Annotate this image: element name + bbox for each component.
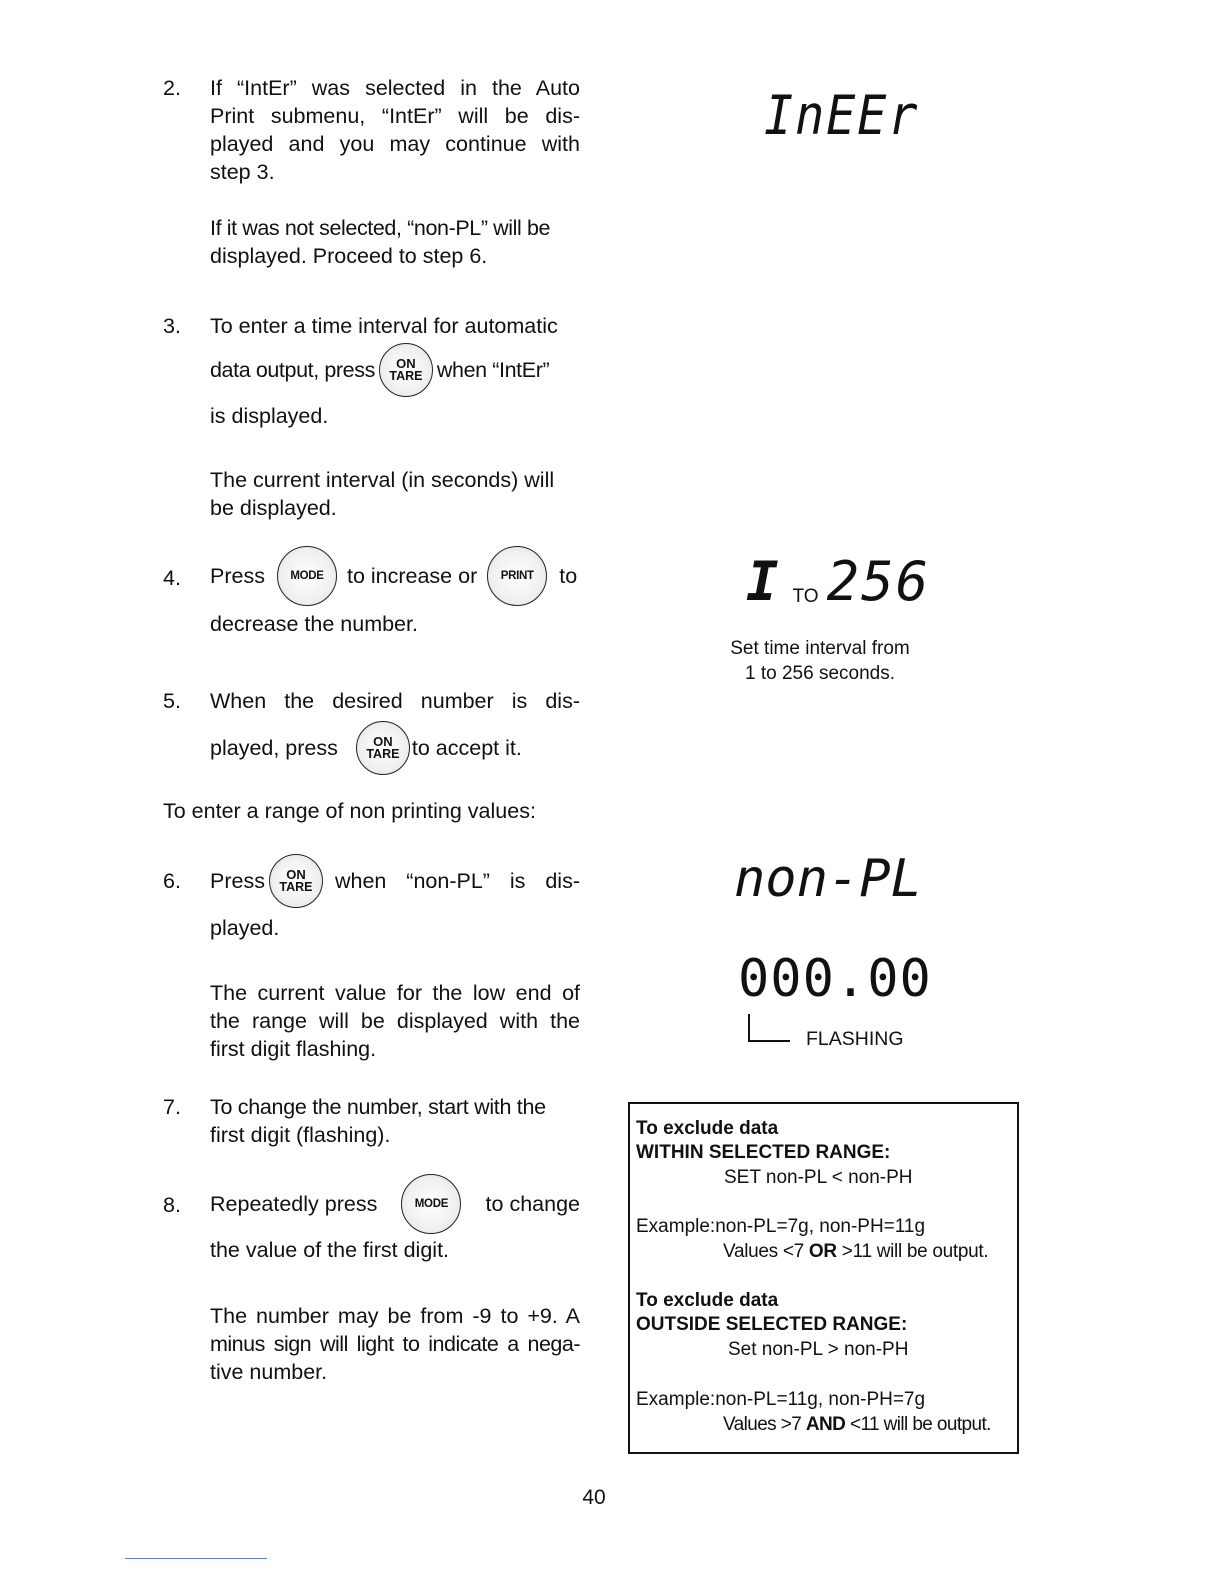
step-4-post-text: to (559, 563, 578, 588)
step-3-number: 3. (163, 314, 181, 338)
print-button[interactable] (487, 546, 547, 606)
flashing-indicator-vertical (748, 1014, 750, 1042)
step-2-line-2: Print submenu, “IntEr” will be dis- (210, 104, 580, 128)
step-6-pre-text: Press (210, 868, 265, 893)
range-caption-line-1: Set time interval from (730, 638, 910, 659)
zero-display: 000.00 (738, 949, 932, 1009)
step-4-button-row (210, 546, 577, 606)
step-2-line-1: If “IntEr” was selected in the Auto (210, 76, 580, 100)
box-b-values-pre: Values >7 (723, 1414, 806, 1435)
step-6-note-line-1: The current value for the low end of (210, 981, 580, 1005)
on-tare-button[interactable] (356, 721, 410, 775)
tare-label: TARE (279, 880, 313, 894)
mode-button[interactable] (401, 1174, 461, 1234)
step-3-line-1: To enter a time interval for automatic (210, 314, 558, 338)
box-a-values (723, 1239, 988, 1264)
step-8-line-2: the value of the first digit. (210, 1238, 450, 1262)
step-8-post-text: to change (485, 1191, 580, 1216)
on-label: ON (286, 867, 306, 882)
flashing-indicator-horizontal (748, 1040, 790, 1042)
box-a-rule: SET non-PL < non-PH (724, 1167, 913, 1188)
box-a-title-2: WITHIN SELECTED RANGE: (636, 1142, 891, 1163)
step-5-number: 5. (163, 689, 181, 713)
step-8-number: 8. (163, 1193, 181, 1217)
box-b-values-op: AND (805, 1414, 846, 1435)
step-3-button-row (210, 344, 549, 396)
print-label: PRINT (500, 569, 534, 582)
step-3-note-line-1: The current interval (in seconds) will (210, 468, 555, 492)
box-a-title-1: To exclude data (636, 1118, 779, 1139)
mode-button[interactable] (277, 546, 337, 606)
step-5-post-text: to accept it. (411, 735, 522, 760)
mode-label: MODE (414, 1197, 449, 1210)
step-3-post-text: when “IntEr” (436, 357, 550, 382)
box-b-title-2: OUTSIDE SELECTED RANGE: (636, 1314, 908, 1335)
on-label: ON (396, 356, 416, 371)
step-5-button-row (210, 720, 522, 776)
step-7-number: 7. (163, 1095, 181, 1119)
step-8-note-line-1: The number may be from -9 to +9. A (210, 1304, 580, 1328)
step-7-line-2: first digit (flashing). (210, 1123, 391, 1147)
step-2-line-4: step 3. (210, 160, 275, 184)
box-b-example: Example:non-PL=11g, non-PH=7g (636, 1389, 926, 1410)
step-4-number: 4. (163, 566, 181, 590)
range-to-digits: 256 (826, 550, 931, 613)
step-8-note-line-3: tive number. (210, 1360, 328, 1384)
on-tare-button[interactable] (379, 343, 433, 397)
mode-label: MODE (290, 569, 324, 582)
range-to-word: TO (792, 586, 819, 607)
step-3-note-line-2: be displayed. (210, 496, 337, 520)
step-2-line-3: played and you may continue with (210, 132, 580, 156)
step-6-post-text: when “non-PL” is dis- (334, 868, 580, 893)
footer-rule (125, 1558, 267, 1559)
step-6-number: 6. (163, 869, 181, 893)
step-2-note-line-2: displayed. Proceed to step 6. (210, 244, 488, 268)
box-a-values-pre: Values <7 (723, 1241, 809, 1262)
step-8-note-line-2: minus sign will light to indicate a nega- (210, 1332, 580, 1356)
step-8-pre-text: Repeatedly press (210, 1191, 378, 1216)
step-2-number: 2. (163, 76, 181, 100)
box-b-values (723, 1412, 991, 1437)
step-6-note-line-2: the range will be displayed with the (210, 1009, 580, 1033)
step-4-pre-text: Press (210, 563, 265, 588)
step-8-button-row (210, 1174, 580, 1234)
box-a-example: Example:non-PL=7g, non-PH=11g (636, 1216, 926, 1237)
step-7-line-1: To change the number, start with the (210, 1095, 546, 1119)
step-6-note-line-3: first digit flashing. (210, 1037, 377, 1061)
nonpl-display: non-PL (734, 849, 922, 909)
inter-display: InEEr (764, 84, 920, 147)
step-4-mid-text: to increase or (346, 563, 478, 588)
step-3-pre-text: data output, press (210, 357, 375, 382)
box-b-title-1: To exclude data (636, 1290, 779, 1311)
step-4-line-2: decrease the number. (210, 612, 418, 636)
box-a-values-op: OR (808, 1241, 837, 1262)
step-3-line-3: is displayed. (210, 404, 329, 428)
range-heading: To enter a range of non printing values: (163, 799, 536, 823)
range-display (746, 552, 930, 612)
step-5-line-1: When the desired number is dis- (210, 689, 580, 713)
step-6-button-row (210, 853, 580, 909)
step-2-note-line-1: If it was not selected, “non-PL” will be (210, 216, 551, 240)
page-number: 40 (582, 1486, 606, 1509)
box-b-rule: Set non-PL > non-PH (728, 1339, 909, 1360)
range-from-digit: I (746, 550, 779, 613)
step-5-pre-text: played, press (210, 735, 338, 760)
exclusion-rules-box (628, 1102, 1019, 1454)
flashing-label: FLASHING (806, 1028, 904, 1050)
box-a-values-post: >11 will be output. (836, 1241, 989, 1262)
on-label: ON (373, 734, 393, 749)
range-caption-line-2: 1 to 256 seconds. (745, 663, 895, 684)
step-6-line-2: played. (210, 916, 280, 940)
on-tare-button[interactable] (269, 854, 323, 908)
tare-label: TARE (366, 747, 400, 761)
tare-label: TARE (389, 369, 423, 383)
box-b-values-post: <11 will be output. (845, 1414, 991, 1435)
